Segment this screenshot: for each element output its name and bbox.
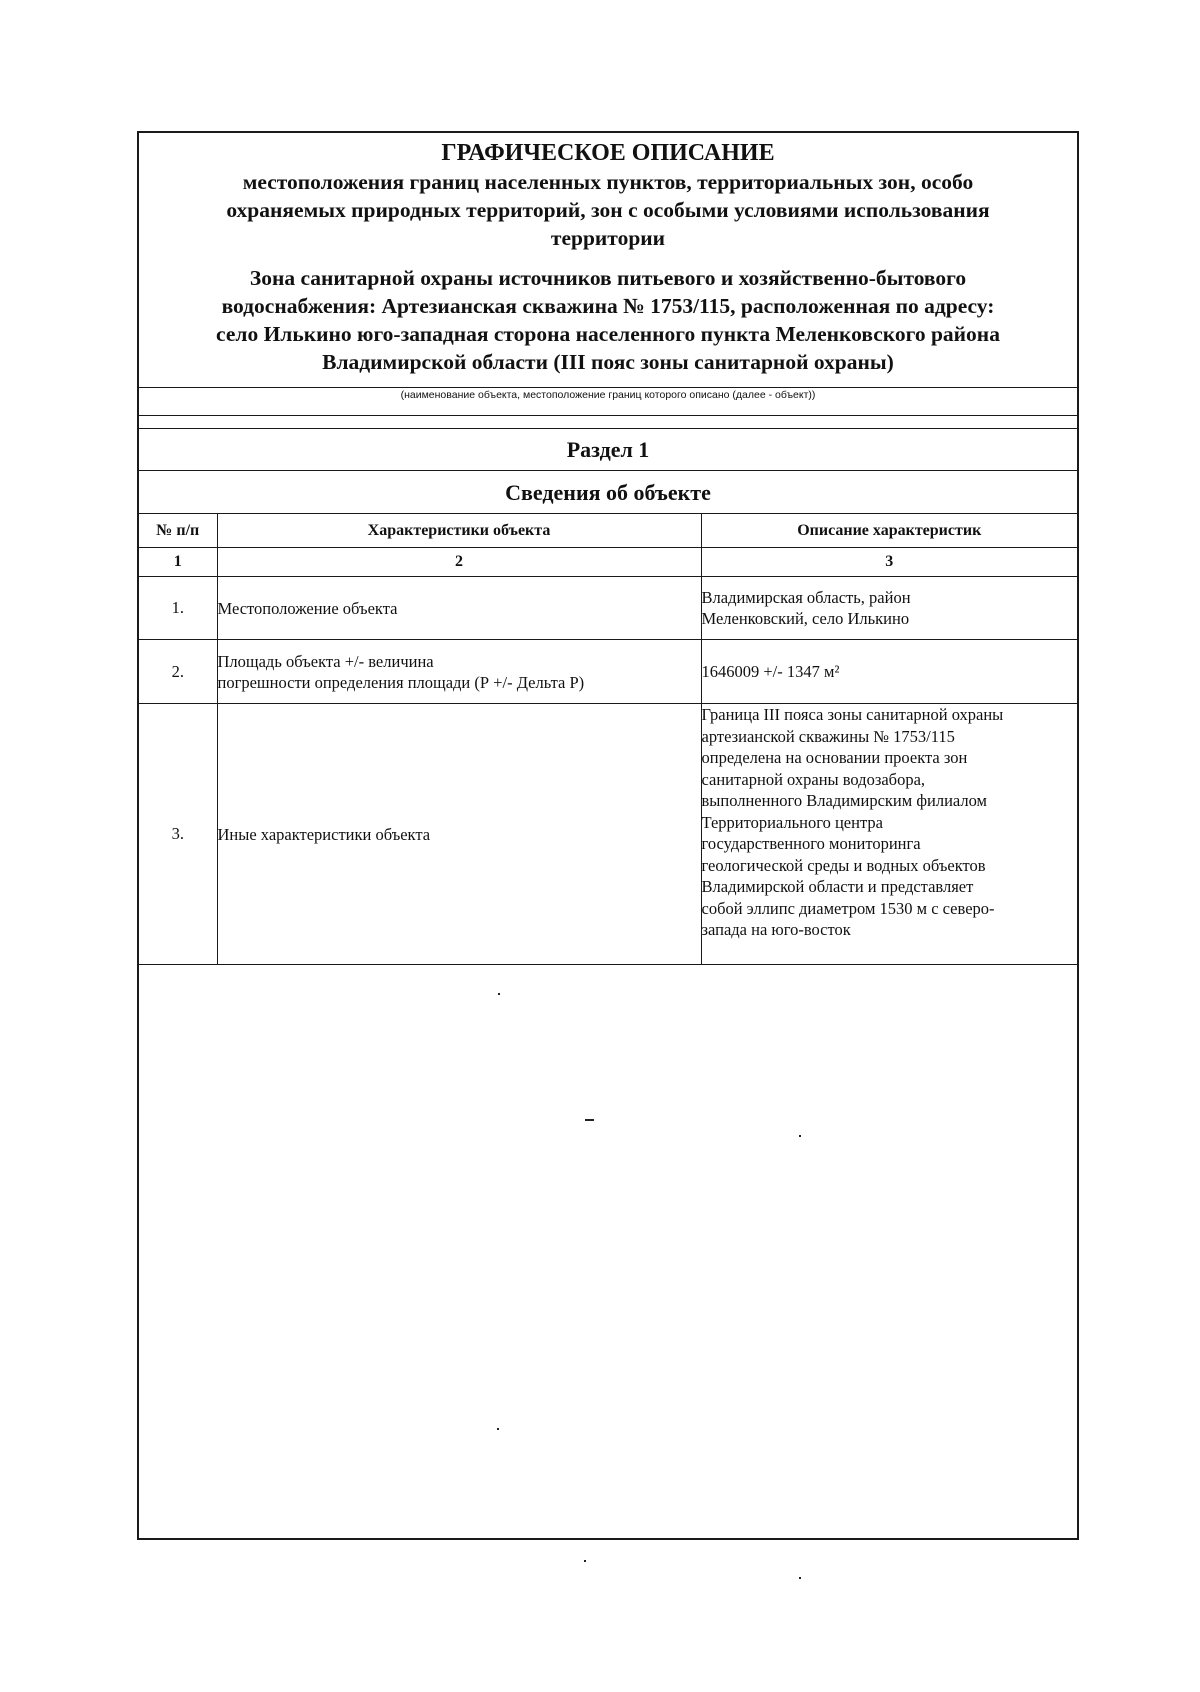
column-number: 2 xyxy=(217,548,701,577)
object-name-line: Владимирской области (III пояс зоны санитарной охраны) xyxy=(322,350,894,374)
subtitle-line: территории xyxy=(550,226,666,250)
description-line: Граница III пояса зоны санитарной охраны xyxy=(701,705,1004,724)
table-header-row xyxy=(139,514,1077,548)
object-name-line: село Илькино юго-западная сторона населенного пункта Меленковского района xyxy=(216,322,1000,346)
column-number: 3 xyxy=(701,548,1077,577)
row-characteristic xyxy=(217,704,701,965)
row-number: 2. xyxy=(139,640,217,704)
object-name-caption: (наименование объекта, местоположение границ которого описано (далее - объект)) xyxy=(139,388,1077,416)
description-line: определена на основании проекта зон xyxy=(701,748,968,767)
document-header xyxy=(139,133,1077,388)
characteristic-line: Иные характеристики объекта xyxy=(217,824,431,844)
description-line: артезианской скважины № 1753/115 xyxy=(701,726,955,746)
description-line: геологической среды и водных объектов xyxy=(701,855,986,875)
subtitle-line: местоположения границ населенных пунктов, территориальных зон, особо xyxy=(242,170,974,194)
row-number: 3. xyxy=(139,704,217,965)
header-description: Описание характеристик xyxy=(701,514,1077,548)
description-line: собой эллипс диаметром 1530 м с северо- xyxy=(701,898,995,918)
object-name-line: водоснабжения: Артезианская скважина № 1753/115, расположенная по адресу: xyxy=(221,294,995,318)
description-line: запада на юго-восток xyxy=(701,920,851,939)
section-subtitle: Сведения об объекте xyxy=(139,471,1077,514)
header-characteristic: Характеристики объекта xyxy=(217,514,701,548)
description-line: Владимирская область, район xyxy=(701,587,911,607)
table-row xyxy=(139,704,1077,965)
description-line: государственного мониторинга xyxy=(701,834,921,853)
row-description xyxy=(701,577,1077,640)
scan-speck xyxy=(584,1560,586,1562)
object-info-table xyxy=(139,514,1077,965)
row-characteristic xyxy=(217,640,701,704)
subtitle-line: охраняемых природных территорий, зон с особыми условиями использования xyxy=(226,198,990,222)
description-line: 1646009 +/- 1347 м² xyxy=(701,661,840,681)
description-line: санитарной охраны водозабора, xyxy=(701,769,926,789)
description-line: Территориального центра xyxy=(701,812,883,832)
header-number: № п/п xyxy=(139,514,217,548)
document-subtitle xyxy=(139,168,1077,252)
spacer-row xyxy=(139,416,1077,429)
row-description xyxy=(701,640,1077,704)
object-name xyxy=(139,264,1077,376)
characteristic-line: Местоположение объекта xyxy=(217,598,398,618)
scan-speck xyxy=(498,993,500,995)
document-frame xyxy=(137,131,1079,1540)
document-title: ГРАФИЧЕСКОЕ ОПИСАНИЕ xyxy=(441,140,775,166)
description-line: Меленковский, село Илькино xyxy=(701,609,910,628)
description-line: выполненного Владимирским филиалом xyxy=(701,791,987,810)
scan-speck xyxy=(497,1428,499,1430)
table-row xyxy=(139,577,1077,640)
scan-speck xyxy=(585,1119,594,1121)
row-characteristic xyxy=(217,577,701,640)
characteristic-line: Площадь объекта +/- величина xyxy=(217,651,434,671)
object-name-line: Зона санитарной охраны источников питьевого и хозяйственно-бытового xyxy=(249,266,967,290)
section-title: Раздел 1 xyxy=(139,429,1077,471)
row-number: 1. xyxy=(139,577,217,640)
row-description xyxy=(701,704,1077,965)
characteristic-line: погрешности определения площади (Р +/- Дельта Р) xyxy=(217,672,585,692)
table-row xyxy=(139,640,1077,704)
column-number: 1 xyxy=(139,548,217,577)
column-number-row xyxy=(139,548,1077,577)
scan-speck xyxy=(799,1577,801,1579)
scan-speck xyxy=(799,1135,801,1137)
description-line: Владимирской области и представляет xyxy=(701,877,974,896)
